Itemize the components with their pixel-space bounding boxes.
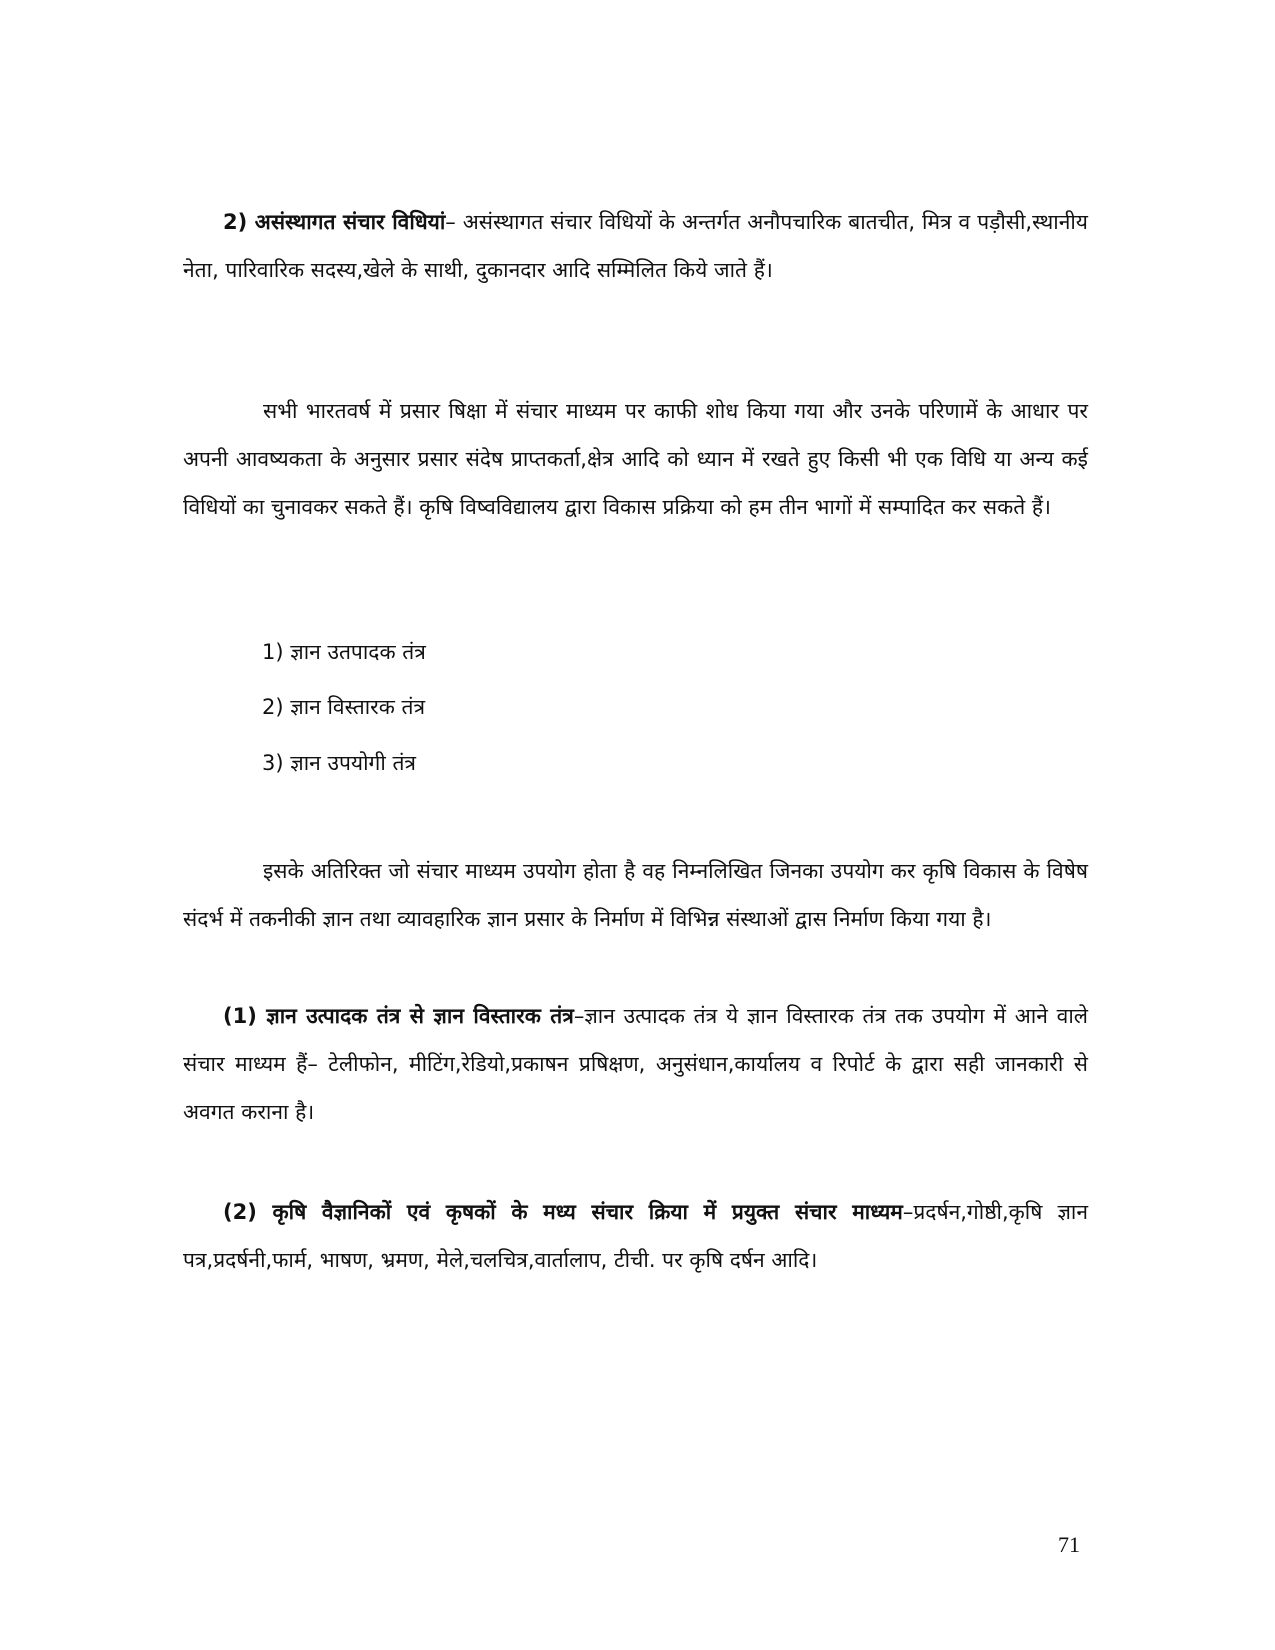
additional-paragraph: इसके अतिरिक्त जो संचार माध्यम उपयोग होता है वह निम्नलिखित जिनका उपयोग कर कृषि विकास के विषेष संदर्भ में तकनीकी ज्ञान तथा व्यावहारिक ज्ञान प्रसार के निर्माण में विभिन्न संस्थाओं द्वास निर्माण किया गया है।: [183, 859, 1088, 931]
section-2-heading: 2) असंस्थागत संचार विधियां: [223, 210, 446, 234]
item-1-text: –ज्ञान उत्पादक तंत्र ये ज्ञान विस्तारक तंत्र तक उपयोग में आने वाले संचार माध्यम हैं– टेलीफोन, मीटिंग,रेडियो,प्रकाषन प्रषिक्षण, अनुसंधान,कार्यालय व रिपोर्ट के द्वारा सही जानकारी से अवगत कराना है।: [183, 1004, 1088, 1124]
item-1-paragraph: [183, 992, 1088, 1136]
list-item-1: 1) ज्ञान उतपादक तंत्र: [262, 640, 426, 664]
item-1-heading: (1) ज्ञान उत्पादक तंत्र से ज्ञान विस्तारक तंत्र: [223, 1004, 574, 1028]
list-item-2: 2) ज्ञान विस्तारक तंत्र: [262, 695, 426, 719]
list-item-3: 3) ज्ञान उपयोगी तंत्र: [262, 751, 417, 775]
page-number: 71: [1058, 1532, 1080, 1557]
intro-paragraph: सभी भारतवर्ष में प्रसार षिक्षा में संचार माध्यम पर काफी शोध किया गया और उनके परिणामें के आधार पर अपनी आवष्यकता के अनुसार प्रसार संदेष प्राप्तकर्ता,क्षेत्र आदि को ध्यान में रखते हुए किसी भी एक विधि या अन्य कई विधियों का चुनावकर सकते हैं। कृषि विष्वविद्यालय द्वारा विकास प्रक्रिया को हम तीन भागों में सम्पादित कर सकते हैं।: [183, 399, 1088, 519]
section-2-paragraph: [183, 198, 1088, 294]
item-2-heading: (2) कृषि वैज्ञानिकों एवं कृषकों के मध्य संचार क्रिया में प्रयुक्त संचार माध्यम: [223, 1200, 903, 1224]
item-2-text: –प्रदर्षन,गोष्ठी,कृषि ज्ञान पत्र,प्रदर्षनी,फार्म, भाषण, भ्रमण, मेले,चलचित्र,वार्तालाप, टीची. पर कृषि दर्षन आदि।: [183, 1200, 1088, 1272]
item-2-paragraph: [183, 1188, 1088, 1284]
section-2-text: – असंस्थागत संचार विधियों के अन्तर्गत अनौपचारिक बातचीत, मित्र व पड़ौसी,स्थानीय नेता, पारिवारिक सदस्य,खेले के साथी, दुकानदार आदि सम्मिलित किये जाते हैं।: [183, 210, 1088, 282]
